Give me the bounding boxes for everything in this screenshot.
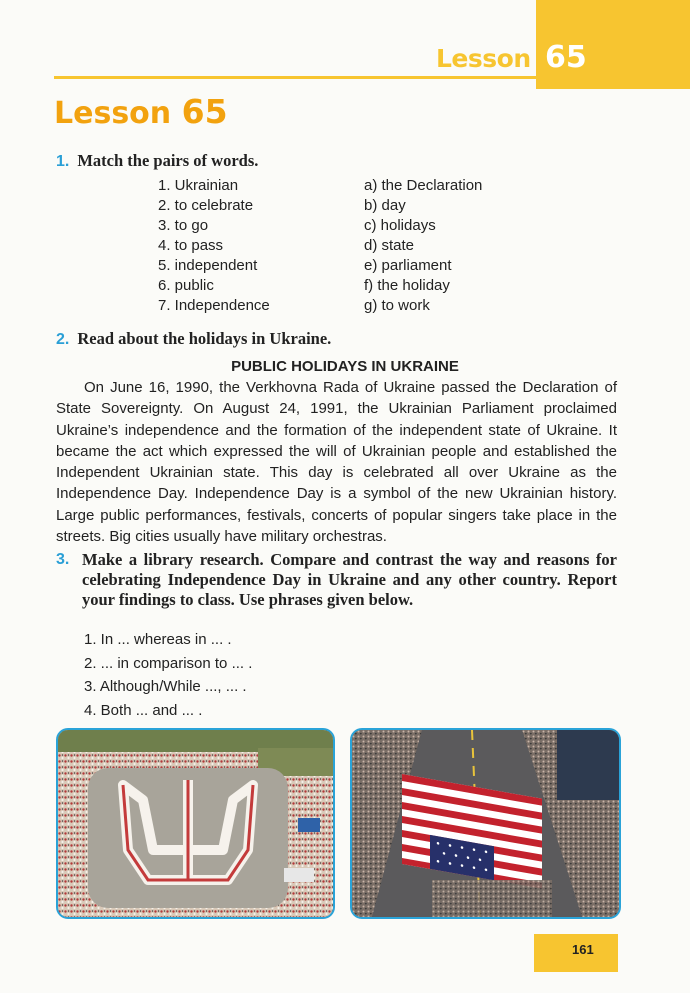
- match-left-item: 6. public: [158, 277, 214, 294]
- task-1-heading: [56, 151, 258, 171]
- match-right-item: e) parliament: [364, 257, 452, 274]
- match-left-item: 2. to celebrate: [158, 197, 254, 214]
- task-3-instruction: Make a library research. Compare and contrast the way and reasons for celebrating Independence Day in Ukraine and any other country. Report your findings to class. Use phrases given below.: [82, 550, 617, 609]
- page-number: 161: [572, 942, 594, 957]
- task-2-instruction: Read about the holidays in Ukraine.: [77, 329, 332, 348]
- phrase-item: 1. In ... whereas in ... .: [84, 631, 232, 648]
- match-left-item: 5. independent: [158, 257, 258, 274]
- task-1-instruction: Match the pairs of words.: [77, 151, 259, 170]
- match-left-item: 1. Ukrainian: [158, 177, 239, 194]
- match-right-item: g) to work: [364, 297, 430, 314]
- task-3-number: 3.: [56, 551, 70, 568]
- task-3-heading: [56, 550, 617, 610]
- article-title: PUBLIC HOLIDAYS IN UKRAINE: [231, 358, 459, 375]
- match-right-item: b) day: [364, 197, 406, 214]
- task-2-heading: [56, 329, 331, 349]
- header-lesson-word: Lesson: [436, 44, 531, 73]
- flag-parade-image: [352, 730, 619, 917]
- match-right-item: c) holidays: [364, 217, 436, 234]
- match-left-item: 3. to go: [158, 217, 209, 234]
- match-right-item: a) the Declaration: [364, 177, 483, 194]
- match-left-item: 7. Independence: [158, 297, 270, 314]
- match-left-item: 4. to pass: [158, 237, 224, 254]
- phrase-list: [84, 628, 252, 722]
- task-1-number: 1.: [56, 153, 70, 170]
- phrase-item: 4. Both ... and ... .: [84, 701, 203, 719]
- article-text: On June 16, 1990, the Verkhovna Rada of Ukraine passed the Declaration of State Sovereignty. On August 24, 1991, the Ukrainian Parliament proclaimed Ukraine’s independence and the formation of the independent state of Ukraine. It became the act which expressed the will of Ukrainian people and established the Independent Ukrainian state. This day is celebrated all over Ukraine as the Independence Day. Independence Day is a symbol of the new Ukrainian history. Large public performances, festivals, concerts of popular singers take place in the streets. Big cities usually have military orchestras.: [56, 379, 617, 546]
- trident-crowd-image: [58, 730, 333, 917]
- photo-trident-crowd: [56, 728, 335, 919]
- task-2-number: 2.: [56, 331, 70, 348]
- match-right-item: f) the holiday: [364, 277, 450, 294]
- match-right-item: d) state: [364, 237, 415, 254]
- page-title-number: 65: [181, 92, 228, 131]
- header-lesson-number: 65: [545, 40, 587, 75]
- phrase-item: 3. Although/While ..., ... .: [84, 678, 247, 695]
- phrase-item: 2. ... in comparison to ... .: [84, 654, 253, 672]
- match-left-column: [158, 176, 270, 316]
- page-title: [54, 92, 228, 131]
- header-rule: [54, 76, 536, 79]
- page-title-word: Lesson: [54, 96, 172, 131]
- match-right-column: [364, 176, 482, 316]
- photo-flag-parade: [350, 728, 621, 919]
